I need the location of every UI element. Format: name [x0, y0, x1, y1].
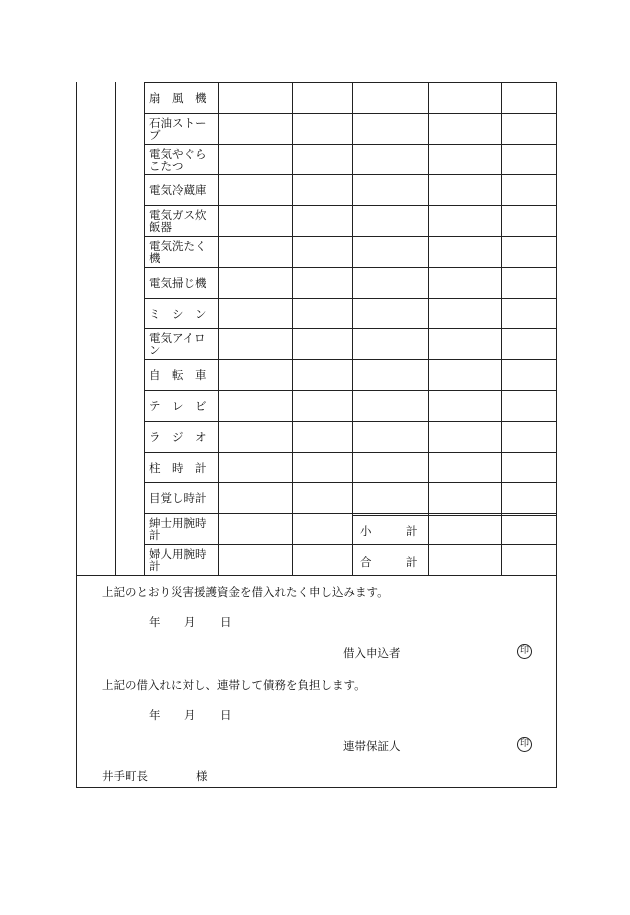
item-left-line — [144, 82, 145, 575]
column-line — [218, 82, 219, 575]
guarantee-statement: 上記の借入れに対し、連帯して債務を負担します。 — [102, 678, 366, 692]
item-label: テ レ ビ — [149, 398, 207, 413]
guarantee-date-day: 日 — [220, 708, 232, 722]
item-label: 扇 風 機 — [149, 90, 207, 105]
form-bottom-line — [76, 787, 557, 788]
guarantor-label: 連帯保証人 — [343, 739, 401, 753]
addressee-honorific: 様 — [196, 769, 208, 783]
column-line — [428, 82, 429, 575]
column-line — [352, 82, 353, 575]
item-label: 目覚し時計 — [149, 490, 207, 505]
item-label: 自 転 車 — [149, 367, 207, 382]
item-label: 電気洗たく 機 — [149, 238, 207, 265]
subtotal-label: 小 計 — [360, 524, 418, 538]
item-label: 電気アイロ ン — [149, 330, 206, 357]
guarantor-seal-mark: 印 — [517, 737, 532, 752]
application-date-month: 月 — [184, 615, 196, 629]
application-statement: 上記のとおり災害援護資金を借入れたく申し込みます。 — [102, 585, 389, 599]
item-label: 電気掃じ機 — [149, 275, 207, 290]
addressee-name: 井手町長 — [102, 769, 148, 783]
item-label: 婦人用腕時 計 — [149, 546, 207, 573]
item-label: 紳士用腕時 計 — [149, 515, 207, 542]
guarantee-date-month: 月 — [184, 708, 196, 722]
row-line — [352, 515, 556, 516]
item-label: 電気ガス炊 飯器 — [149, 207, 207, 234]
table-bottom-line — [76, 575, 556, 576]
outer-right-line — [556, 82, 557, 787]
application-date-day: 日 — [220, 615, 232, 629]
column-line — [292, 82, 293, 575]
item-label: 柱 時 計 — [149, 460, 207, 475]
column-line — [501, 82, 502, 575]
item-label: ミ シ ン — [149, 306, 207, 321]
applicant-seal-mark: 印 — [517, 644, 532, 659]
applicant-label: 借入申込者 — [343, 646, 401, 660]
item-label: 電気やぐら こたつ — [149, 146, 207, 173]
application-date-year: 年 — [149, 615, 161, 629]
group-line — [115, 82, 116, 575]
item-label: ラ ジ オ — [149, 429, 207, 444]
outer-left-line — [76, 82, 77, 787]
total-label: 合 計 — [360, 555, 418, 569]
guarantee-date-year: 年 — [149, 708, 161, 722]
item-label: 石油ストー ブ — [149, 115, 207, 142]
item-label: 電気冷蔵庫 — [149, 182, 207, 197]
